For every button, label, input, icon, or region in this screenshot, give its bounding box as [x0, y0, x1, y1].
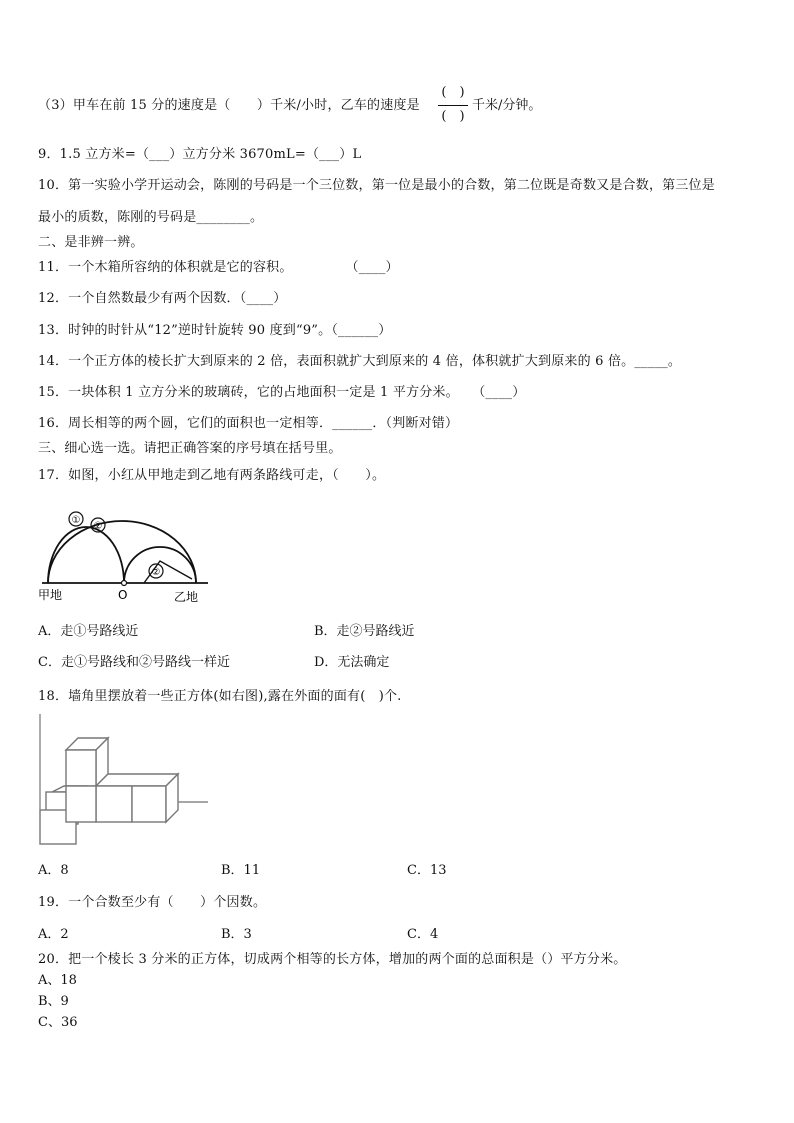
- option-19-a[interactable]: A．2: [38, 927, 69, 942]
- question-19: 19．一个合数至少有（ ）个因数。: [38, 895, 267, 910]
- question-13: 13．时钟的时针从“12”逆时针旋转 90 度到“9”。（______）: [38, 323, 392, 338]
- fraction-denominator: ( ): [441, 109, 465, 124]
- cube-right-2: [132, 786, 166, 822]
- section-3-heading: 三、细心选一选。请把正确答案的序号填在括号里。: [38, 441, 342, 456]
- cube-right-1: [96, 786, 132, 822]
- fraction-numerator: ( ): [441, 85, 465, 100]
- question-12: 12．一个自然数最少有两个因数．（____）: [38, 291, 287, 306]
- route-2-arc-left: [48, 527, 124, 583]
- question-14: 14．一个正方体的棱长扩大到原来的 2 倍，表面积就扩大到原来的 4 倍，体积就扩大到原来的 6 倍。_____。: [38, 354, 682, 369]
- option-17-d[interactable]: D．无法确定: [314, 655, 390, 670]
- fraction-bar: [438, 105, 468, 106]
- question-8-3-unit: 千米/分钟。: [472, 98, 542, 113]
- center-label: O: [118, 588, 128, 602]
- cubes-diagram: [36, 710, 212, 850]
- route-1-arc: [48, 521, 196, 583]
- option-19-c[interactable]: C．4: [407, 927, 439, 942]
- question-18: 18．墙角里摆放着一些正方体(如右图),露在外面的面有( )个.: [38, 689, 402, 704]
- cube-middle: [66, 786, 96, 822]
- question-16: 16．周长相等的两个圆，它们的面积也一定相等．______．（判断对错）: [38, 416, 459, 431]
- option-19-b[interactable]: B．3: [221, 927, 252, 942]
- option-20-b[interactable]: B、9: [38, 994, 69, 1009]
- fraction-blank: [436, 84, 470, 128]
- option-17-c[interactable]: C．走①号路线和②号路线一样近: [38, 655, 230, 670]
- option-18-a[interactable]: A．8: [38, 863, 69, 878]
- route-diagram: [36, 505, 216, 605]
- start-label: 甲地: [38, 588, 63, 602]
- option-20-c[interactable]: C、36: [38, 1015, 78, 1030]
- route-1-label: ①: [71, 515, 81, 526]
- option-18-b[interactable]: B．11: [221, 863, 261, 878]
- question-20: 20．把一个棱长 3 分米的正方体，切成两个相等的长方体，增加的两个面的总面积是（）平方分米。: [38, 952, 627, 967]
- option-18-c[interactable]: C．13: [407, 863, 447, 878]
- right-row-top: [96, 774, 178, 786]
- question-15: 15．一块体积 1 立方分米的玻璃砖，它的占地面积一定是 1 平方分米。 （____）: [38, 385, 526, 400]
- option-20-a[interactable]: A、18: [38, 973, 77, 988]
- section-2-heading: 二、是非辨一辨。: [38, 235, 144, 250]
- question-8-3-text: （3）甲车在前 15 分的速度是（ ）千米/小时，乙车的速度是: [38, 98, 420, 113]
- question-11: 11．一个木箱所容纳的体积就是它的容积。 （____）: [38, 260, 399, 275]
- center-point: [122, 581, 127, 586]
- route-2b-label: ②: [151, 567, 161, 578]
- end-label: 乙地: [174, 590, 199, 604]
- question-17: 17．如图，小红从甲地走到乙地有两条路线可走，（ ）。: [38, 468, 386, 483]
- question-10-line1: 10．第一实验小学开运动会，陈刚的号码是一个三位数，第一位是最小的合数，第二位既是奇数又是合数，第三位是: [38, 178, 715, 193]
- cube-front-face: [66, 750, 96, 786]
- option-17-a[interactable]: A．走①号路线近: [38, 624, 139, 639]
- option-17-b[interactable]: B．走②号路线近: [314, 624, 415, 639]
- question-10-line2: 最小的质数，陈刚的号码是________。: [38, 210, 264, 225]
- question-9: 9．1.5 立方米=（___）立方分米 3670mL=（___）L: [38, 147, 362, 162]
- route-2-label: ②: [93, 521, 103, 532]
